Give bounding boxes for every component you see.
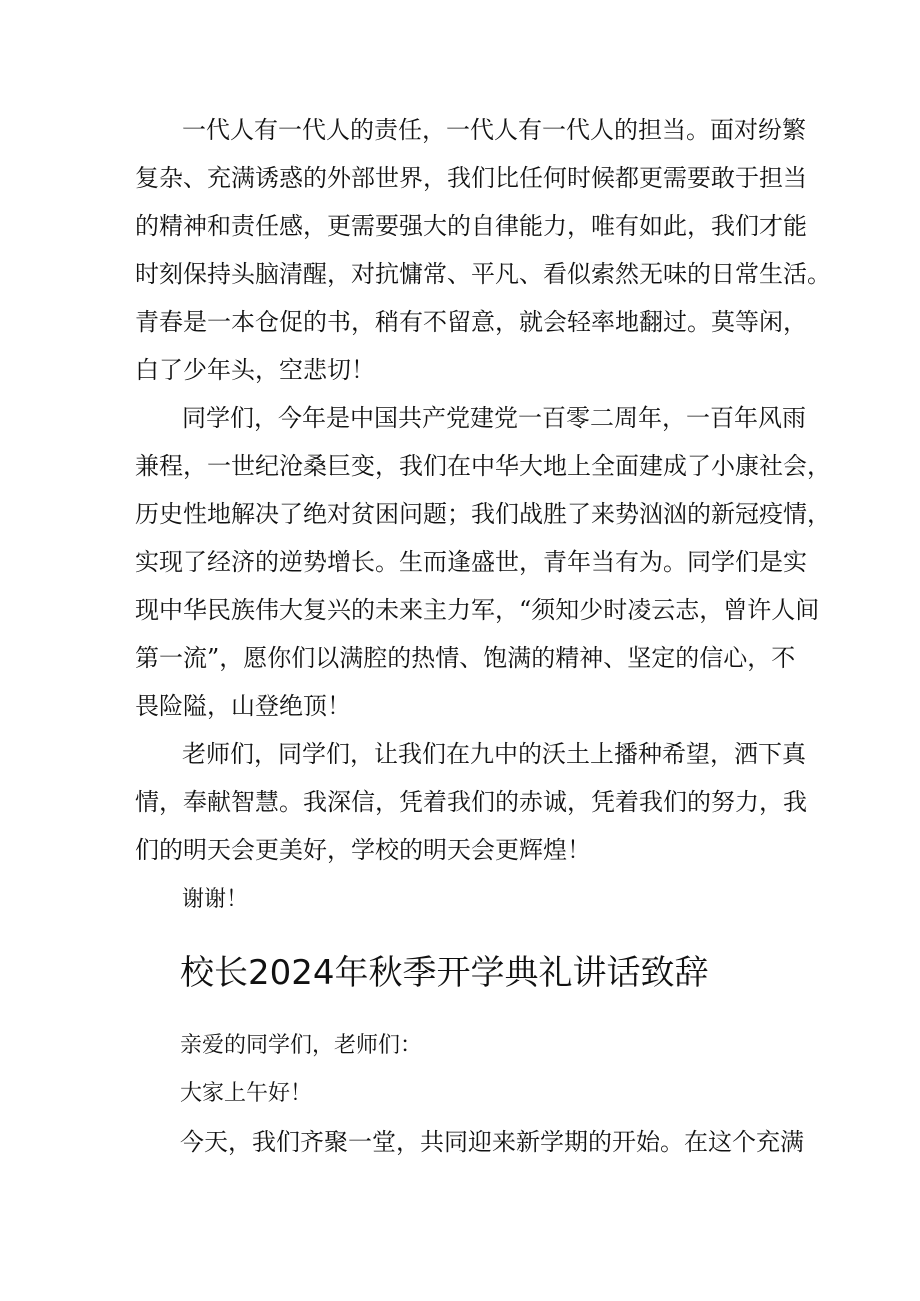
paragraph-2-line-2: 兼程，一世纪沧桑巨变，我们在中华大地上全面建成了小康社会， [135,452,831,480]
paragraph-2-line-4: 实现了经济的逆势增长。生而逢盛世，青年当有为。同学们是实 [135,548,807,576]
paragraph-2-line-7: 畏险隘，山登绝顶！ [135,692,351,720]
paragraph-2-line-6: 第一流”，愿你们以满腔的热情、饱满的精神、坚定的信心，不 [135,644,796,672]
paragraph-1-line-6: 白了少年头，空悲切！ [135,356,375,384]
thanks-line: 谢谢！ [182,887,249,912]
paragraph-1-line-5: 青春是一本仓促的书，稍有不留意，就会轻率地翻过。莫等闲， [135,308,807,336]
greeting-line: 亲爱的同学们，老师们： [180,1033,423,1058]
paragraph-1-line-1: 一代人有一代人的责任，一代人有一代人的担当。面对纷繁 [182,116,806,144]
paragraph-3-line-1: 老师们，同学们，让我们在九中的沃土上播种希望，洒下真 [182,740,806,768]
speech-title: 校长2024年秋季开学典礼讲话致辞 [180,952,709,993]
salutation-line: 大家上午好！ [180,1081,313,1106]
paragraph-2-line-3: 历史性地解决了绝对贫困问题；我们战胜了来势汹汹的新冠疫情， [135,500,831,528]
paragraph-3-line-3: 们的明天会更美好，学校的明天会更辉煌！ [135,836,591,864]
paragraph-3-line-2: 情，奉献智慧。我深信，凭着我们的赤诚，凭着我们的努力，我 [135,788,807,816]
paragraph-2-line-5: 现中华民族伟大复兴的未来主力军，“须知少时凌云志，曾许人间 [135,596,820,624]
paragraph-2-line-1: 同学们，今年是中国共产党建党一百零二周年，一百年风雨 [182,404,806,432]
paragraph-1-line-2: 复杂、充满诱惑的外部世界，我们比任何时候都更需要敢于担当 [135,164,807,192]
paragraph-1-line-4: 时刻保持头脑清醒，对抗慵常、平凡、看似索然无味的日常生活。 [135,260,831,288]
paragraph-1-line-3: 的精神和责任感，更需要强大的自律能力，唯有如此，我们才能 [135,212,807,240]
opening-line: 今天，我们齐聚一堂，共同迎来新学期的开始。在这个充满 [180,1128,804,1156]
